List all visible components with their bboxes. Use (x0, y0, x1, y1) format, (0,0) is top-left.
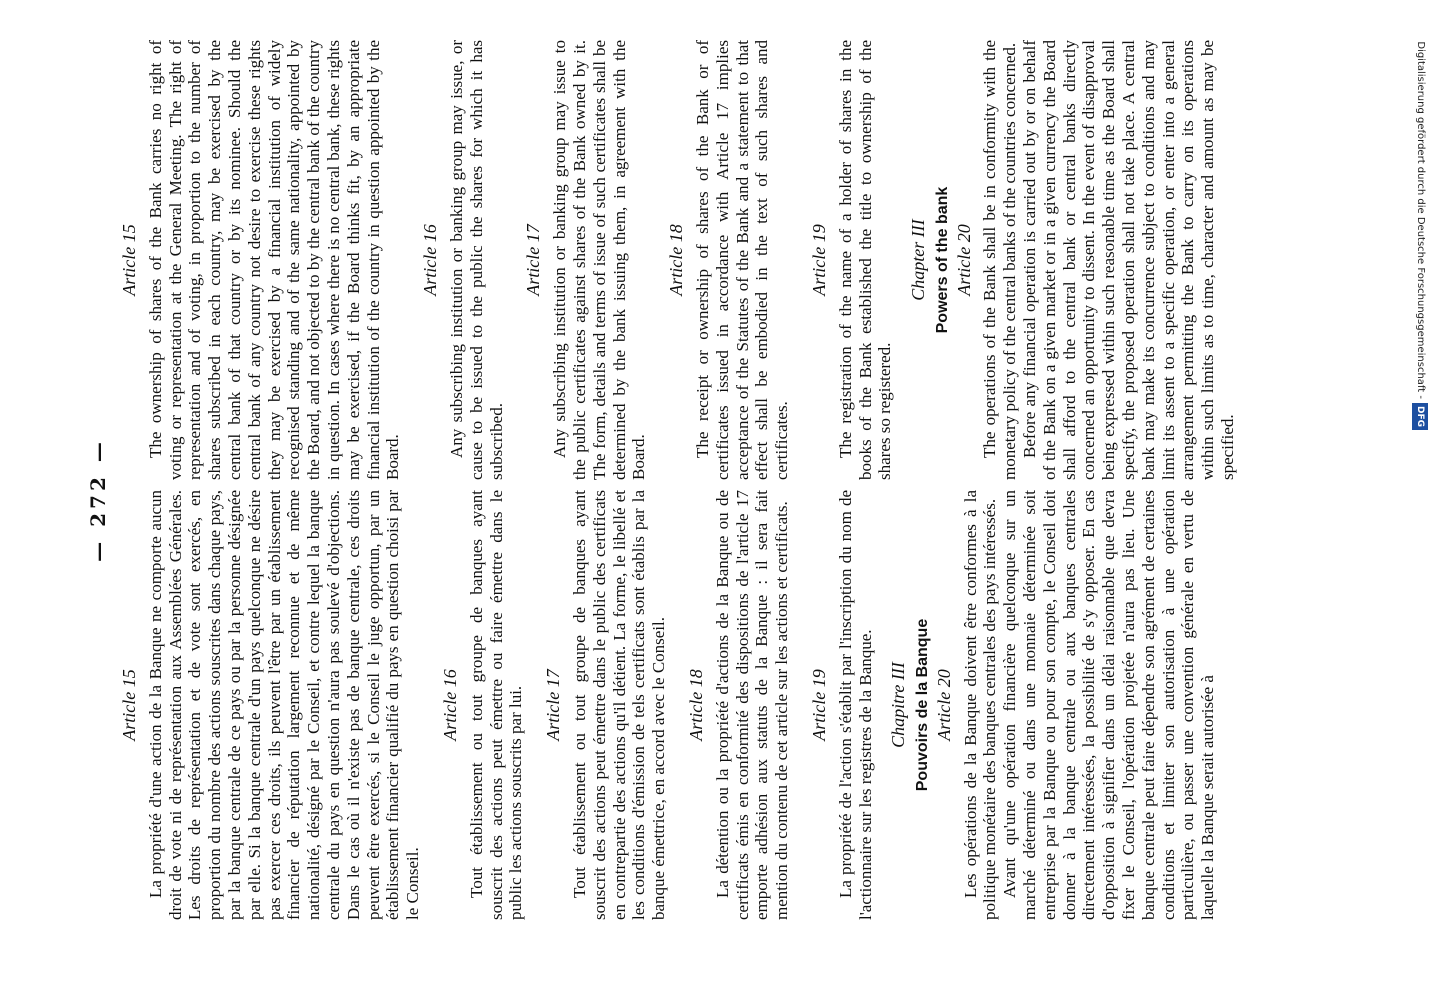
en-article-20 (955, 40, 1238, 480)
article-title: Article 19 (808, 669, 829, 741)
french-column (120, 490, 1218, 920)
fr-article-16 (441, 490, 526, 920)
article-title: Article 19 (808, 224, 829, 296)
article-title: Article 15 (119, 669, 139, 741)
article-paragraph: Tout établissement ou tout groupe de banques ayant souscrit des actions peut émettre ou faire émettre dans le public les actions souscrits par lui. (466, 490, 526, 920)
article-paragraph: Les opérations de la Banque doivent être conformes à la politique monétaire des banques centrales des pays intéressés. (960, 490, 1000, 920)
article-paragraph: Avant qu'une opération financière quelconque sur un marché déterminé ou dans une monnaie déterminée soit entreprise par la Banque ou pour son compte, le Conseil doit donner à la banque centrale ou aux banques centrales directement intéressées, la possibilité de s'y opposer. En cas d'opposition à signifier dans un délai raisonnable que devra fixer le Conseil, l'opération projetée n'aura pas lieu. Une banque centrale peut faire dépendre son agrément de certaines conditions et limiter son autorisation à une opération particulière, ou passer une convention générale en vertu de laquelle la Banque serait autorisée à (1000, 490, 1218, 920)
page-number: — 272 — (86, 438, 110, 562)
fr-article-15 (120, 490, 423, 920)
en-chapter-3 (909, 40, 953, 480)
dfg-logo: DFG (1412, 403, 1428, 430)
fr-article-20 (935, 490, 1218, 920)
en-article-19 (810, 40, 895, 480)
article-title: Article 17 (543, 669, 564, 741)
en-article-16 (421, 40, 506, 480)
article-title: Article 16 (420, 224, 441, 296)
en-article-17 (524, 40, 649, 480)
fr-article-17 (544, 490, 669, 920)
article-paragraph: La détention ou la propriété d'actions de la Banque ou de certificats émis en conformité des dispositions de l'article 17 emporte adhésion aux statuts de la Banque : il sera fait mention du contenu de cet article sur les actions et certificats. (712, 490, 792, 920)
en-article-18 (667, 40, 792, 480)
article-paragraph: Any subscribing institution or banking group may issue, or cause to be issued to the public the shares for which it has subscribed. (446, 40, 506, 480)
digitization-credit (1412, 10, 1428, 430)
article-title: Article 18 (666, 224, 687, 296)
article-paragraph: The registration of the name of a holder of shares in the books of the Bank established the title to ownership of the shares so registered. (835, 40, 895, 480)
chapter-title: Chapter III (908, 219, 929, 301)
article-title: Article 20 (953, 224, 974, 296)
credit-text: Digitalisierung gefördert durch die Deutsche Forschungsgemeinschaft - (1415, 41, 1426, 399)
article-paragraph: Tout établissement ou tout groupe de banques ayant souscrit des actions peut émettre dans le public des certificats en contrepartie des actions qu'il détient. La forme, le libellé et les conditions d'émission de tels certificats sont établis par la banque émettrice, en accord avec le Conseil. (569, 490, 669, 920)
article-paragraph: The operations of the Bank shall be in conformity with the monetary policy of the central banks of the countries concerned. (980, 40, 1020, 480)
chapter-subtitle: Powers of the bank (933, 186, 951, 334)
en-article-15 (120, 40, 403, 480)
article-paragraph: Any subscribing institution or banking group may issue to the public certificates against shares of the Bank owned by it. The form, details and terms of issue of such certificates shall be determined by the bank issuing them, in agreement with the Board. (550, 40, 649, 480)
chapter-subtitle: Pouvoirs de la Banque (914, 618, 932, 792)
fr-article-18 (687, 490, 792, 920)
article-title: Article 15 (119, 224, 139, 296)
article-title: Article 17 (523, 224, 544, 296)
article-paragraph: Before any financial operation is carried out by or on behalf of the Bank on a given market or in a given currency the Board shall afford to the central bank or central banks directly concerned an opportunity to dissent. In the event of disapproval being expressed within such reasonable time as the Board shall specify, the proposed operation shall not take place. A central bank may make its concurrence subject to conditions and may limit its assent to a specific operation, or enter into a general arrangement permitting the Bank to carry on its operations within such limits as to time, character and amount as may be specified. (1020, 40, 1238, 480)
article-paragraph: The ownership of shares of the Bank carries no right of voting or representation at the General Meeting. The right of representation and of voting, in proportion to the number of shares subscribed in each country, may be exercised by the central bank of that country or by its nominee. Should the central bank of any country not desire to exercise these rights they may be exercised by a financial institution of widely recognised standing and of the same nationality, appointed by the Board, and not objected to by the central bank of the country in question. In cases where there is no central bank, these rights may be exercised, if the Board thinks fit, by an appropriate financial institution of the country in question appointed by the Board. (145, 40, 403, 480)
fr-chapter-3 (889, 490, 933, 920)
article-title: Article 20 (933, 669, 954, 741)
chapter-title: Chapitre III (888, 662, 909, 748)
article-paragraph: La propriété de l'action s'établit par l'inscription du nom de l'actionnaire sur les registres de la Banque. (835, 490, 875, 920)
article-paragraph: The receipt or ownership of shares of the Bank or of certificates issued in accordance with Article 17 implies acceptance of the Statutes of the Bank and a statement to that effect shall be embodied in the text of such shares and certificates. (692, 40, 792, 480)
fr-article-19 (810, 490, 875, 920)
english-column (120, 40, 1238, 480)
article-paragraph: La propriété d'une action de la Banque ne comporte aucun droit de vote ni de représentation aux Assemblées Générales. Les droits de représentation et de vote sont exercés, en proportion du nombre des actions souscrites dans chaque pays, par la banque centrale de ce pays ou par la personne désignée par elle. Si la banque centrale d'un pays quelconque ne désire pas exercer ces droits, ils peuvent l'être par un établissement financier de réputation largement reconnue et de même nationalité, désigné par le Conseil, et contre lequel la banque centrale du pays en question n'aura pas soulevé d'objections. Dans le cas où il n'existe pas de banque centrale, ces droits peuvent être exercés, si le Conseil le juge opportun, par un établissement financier qualifié du pays en question choisi par le Conseil. (145, 490, 423, 920)
article-title: Article 18 (685, 669, 706, 741)
article-title: Article 16 (439, 669, 460, 741)
